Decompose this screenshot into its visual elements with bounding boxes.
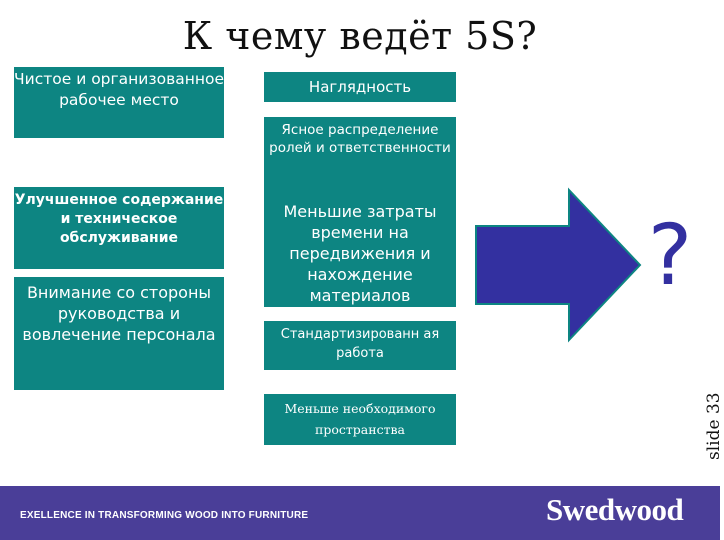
slide-title: К чему ведёт 5S? <box>182 14 538 58</box>
box-clean-workplace: Чистое и организованное рабочее место <box>14 67 224 138</box>
box-standardized-work: Стандартизированн ая работа <box>264 321 456 370</box>
slide-number-label: slide 33 <box>704 392 724 460</box>
box-improved-maintenance: Улучшенное содержание и техническое обслуживание <box>14 187 224 269</box>
box-clear-roles: Ясное распределение ролей и ответственности <box>264 117 456 199</box>
swedwood-logo: Swedwood <box>546 492 684 527</box>
slide-number <box>702 380 724 460</box>
box-less-space: Меньше необходимого пространства <box>264 394 456 445</box>
footer-bar <box>0 486 720 540</box>
footer-tagline: EXELLENCE IN TRANSFORMING WOOD INTO FURNITURE <box>20 510 309 521</box>
box-less-time: Меньшие затраты времени на передвижения и нахождение материалов <box>264 197 456 307</box>
box-management-attention: Внимание со стороны руководства и вовлечение персонала <box>14 277 224 390</box>
question-mark: ? <box>647 206 693 304</box>
box-visibility: Наглядность <box>264 72 456 102</box>
right-arrow-icon <box>474 188 644 342</box>
